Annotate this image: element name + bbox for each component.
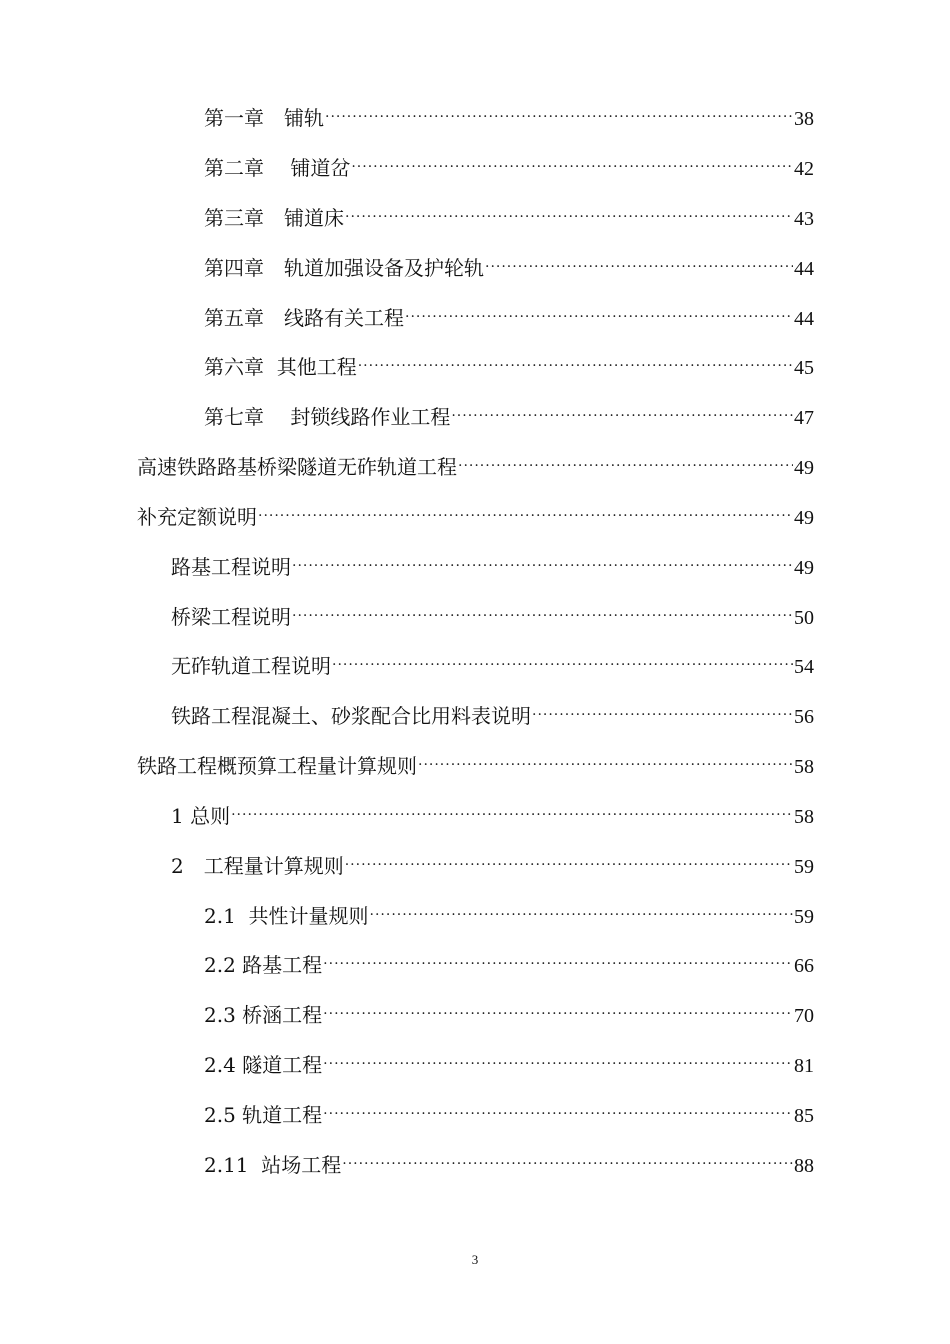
toc-dot-leader <box>323 1094 793 1122</box>
toc-entry-page: 58 <box>794 806 814 828</box>
toc-entry-title: 无砟轨道工程说明 <box>171 654 331 678</box>
toc-dot-leader <box>231 795 793 823</box>
toc-dot-leader <box>370 895 793 923</box>
toc-entry-page: 44 <box>794 308 814 330</box>
toc-entry[interactable] <box>204 97 814 130</box>
toc-entry-title: 第一章 铺轨 <box>204 106 324 130</box>
toc-entry[interactable] <box>204 147 814 180</box>
toc-entry-page: 49 <box>794 507 814 529</box>
toc-dot-leader <box>405 297 793 325</box>
toc-entry-title: 2.2 路基工程 <box>204 953 323 977</box>
toc-entry[interactable] <box>204 994 814 1027</box>
toc-entry-page: 54 <box>794 656 814 678</box>
toc-dot-leader <box>292 596 793 624</box>
toc-dot-leader <box>323 944 793 972</box>
toc-entry-title: 第二章 铺道岔 <box>204 156 351 180</box>
toc-entry-title: 铁路工程混凝土、砂浆配合比用料表说明 <box>171 704 531 728</box>
toc-entry-page: 59 <box>794 856 814 878</box>
toc-entry[interactable] <box>204 895 814 928</box>
toc-entry[interactable] <box>204 1144 814 1177</box>
toc-entry-title: 2.1 共性计量规则 <box>204 904 369 928</box>
toc-entry-title: 2.5 轨道工程 <box>204 1103 323 1127</box>
toc-dot-leader <box>458 446 793 474</box>
toc-entry[interactable] <box>171 845 814 878</box>
toc-entry-title: 铁路工程概预算工程量计算规则 <box>137 754 417 778</box>
toc-entry-title: 第六章 其他工程 <box>204 355 357 379</box>
toc-entry[interactable] <box>171 795 814 828</box>
toc-entry-title: 路基工程说明 <box>171 555 291 579</box>
toc-dot-leader <box>342 1144 793 1172</box>
toc-entry-page: 58 <box>794 756 814 778</box>
page-number: 3 <box>471 1252 479 1267</box>
toc-entry[interactable] <box>204 346 814 379</box>
toc-entry-title: 2.11 站场工程 <box>204 1153 342 1177</box>
toc-entry[interactable] <box>137 496 814 529</box>
toc-entry[interactable] <box>204 247 814 280</box>
toc-entry-page: 45 <box>794 357 814 379</box>
toc-entry-page: 42 <box>794 158 814 180</box>
toc-entry[interactable] <box>171 596 814 629</box>
toc-dot-leader <box>345 845 793 873</box>
toc-entry-page: 44 <box>794 258 814 280</box>
toc-dot-leader <box>323 994 793 1022</box>
toc-entry-page: 81 <box>794 1055 814 1077</box>
toc-entry-title: 2.3 桥涵工程 <box>204 1003 323 1027</box>
toc-entry-page: 88 <box>794 1155 814 1177</box>
toc-entry-page: 47 <box>794 407 814 429</box>
toc-entry-title: 2 工程量计算规则 <box>171 854 344 878</box>
toc-entry[interactable] <box>171 695 814 728</box>
toc-dot-leader <box>323 1044 793 1072</box>
toc-dot-leader <box>485 247 793 275</box>
toc-dot-leader <box>351 147 793 175</box>
toc-dot-leader <box>532 695 793 723</box>
toc-entry[interactable] <box>204 1094 814 1127</box>
toc-dot-leader <box>345 197 793 225</box>
toc-entry-title: 第七章 封锁线路作业工程 <box>204 405 451 429</box>
toc-entry-page: 43 <box>794 208 814 230</box>
toc-entry-page: 59 <box>794 906 814 928</box>
toc-entry-title: 2.4 隧道工程 <box>204 1053 323 1077</box>
toc-entry-page: 49 <box>794 457 814 479</box>
toc-entry-page: 70 <box>794 1005 814 1027</box>
toc-dot-leader <box>451 396 793 424</box>
toc-dot-leader <box>418 745 793 773</box>
toc-entry-page: 50 <box>794 607 814 629</box>
toc-dot-leader <box>332 645 793 673</box>
toc-entry[interactable] <box>137 446 814 479</box>
toc-dot-leader <box>325 97 793 125</box>
toc-entry[interactable] <box>171 645 814 678</box>
toc-entry-title: 第五章 线路有关工程 <box>204 306 404 330</box>
toc-entry[interactable] <box>204 297 814 330</box>
toc-entry-title: 高速铁路路基桥梁隧道无砟轨道工程 <box>137 455 457 479</box>
toc-entry[interactable] <box>204 197 814 230</box>
toc-entry-page: 38 <box>794 108 814 130</box>
toc-dot-leader <box>258 496 793 524</box>
toc-entry-page: 85 <box>794 1105 814 1127</box>
toc-entry[interactable] <box>204 396 814 429</box>
toc-entry-page: 66 <box>794 955 814 977</box>
toc-entry-page: 56 <box>794 706 814 728</box>
toc-dot-leader <box>292 546 793 574</box>
toc-entry-title: 第三章 铺道床 <box>204 206 344 230</box>
toc-entry-title: 桥梁工程说明 <box>171 605 291 629</box>
toc-entry-title: 第四章 轨道加强设备及护轮轨 <box>204 256 484 280</box>
toc-entry-title: 1 总则 <box>171 804 231 828</box>
toc-entry[interactable] <box>204 944 814 977</box>
toc-entry-page: 49 <box>794 557 814 579</box>
toc-entry[interactable] <box>137 745 814 778</box>
toc-entry[interactable] <box>171 546 814 579</box>
toc-entry[interactable] <box>204 1044 814 1077</box>
toc-entry-title: 补充定额说明 <box>137 505 257 529</box>
toc-dot-leader <box>358 346 793 374</box>
